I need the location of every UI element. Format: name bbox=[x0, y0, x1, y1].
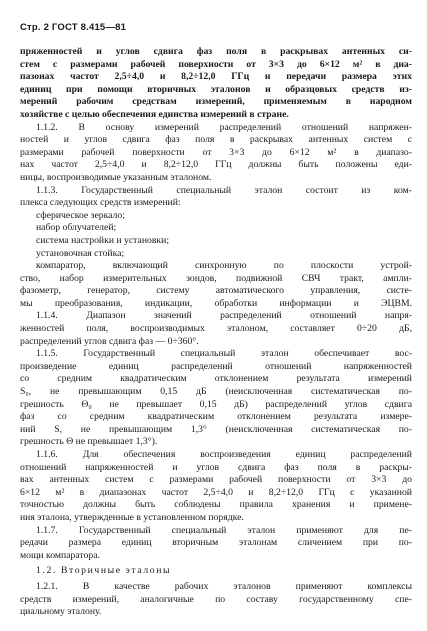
body-text bbox=[20, 46, 412, 619]
text-line: грешность Θ₀ не превышает 0,15 дБ) распределений углов сдвига bbox=[20, 398, 412, 410]
text-line: установочная стойка; bbox=[36, 247, 125, 259]
text-line: система настройки и установки; bbox=[36, 234, 170, 246]
text-line: 1.1.6. Для обеспечения воспроизведения единиц распределений bbox=[36, 449, 412, 460]
text-line: редачи размера единиц вторичным эталонам сличением при по- bbox=[20, 537, 412, 549]
text-line: мощи компаратора. bbox=[20, 549, 100, 561]
text-line: 1.2. Вторичные эталоны bbox=[36, 565, 172, 577]
text-line: фазометр, генератор, систему автоматического управления, систе- bbox=[20, 285, 412, 297]
text-line: 1.1.2. В основу измерений распределений отношений напряжен- bbox=[36, 121, 412, 133]
text-line: ния эталона, утвержденные в установленном порядке. bbox=[20, 511, 244, 523]
text-line: 1.1.4. Диапазон значений распределений отношений напря- bbox=[36, 310, 412, 322]
text-line: ницы, воспроизводимые указанным эталоном. bbox=[20, 171, 212, 183]
text-line: нах частот 2,5÷4,0 и 8,2÷12,0 ГГц должны быть положены еди- bbox=[20, 159, 412, 171]
text-line: стем с размерами рабочей поверхности от 3×3 до 6×12 м² в диа- bbox=[20, 58, 412, 70]
text-line: 1.1.3. Государственный специальный эталон состоит из ком- bbox=[36, 184, 412, 196]
text-line: набор облучателей; bbox=[36, 222, 117, 234]
text-line: плекса следующих средств измерений: bbox=[20, 197, 181, 209]
text-line: ностей и углов сдвига фаз поля в раскрывах антенных систем с bbox=[20, 134, 412, 146]
text-line: размерами рабочей поверхности от 3×3 до 6×12 м² в диапазо- bbox=[20, 146, 412, 158]
text-line: сферическое зеркало; bbox=[36, 209, 125, 221]
text-line: мерений рабочим средствам измерений, применяемым в народном bbox=[20, 96, 412, 108]
text-line: женностей поля, воспроизводимых эталоном, составляет 0÷20 дБ, bbox=[20, 323, 412, 335]
text-line: средств измерений, аналогичные по составу государственному спе- bbox=[20, 593, 412, 605]
text-line: фаз со средним квадратическим отклонением результата измере- bbox=[20, 411, 412, 423]
text-line: ний S, не превышающим 1,3° (неисключенная систематическая по- bbox=[20, 423, 412, 435]
text-line: пряженностей и углов сдвига фаз поля в раскрывах антенных си- bbox=[20, 46, 412, 57]
text-line: хозяйстве с целью обеспечения единства измерений в стране. bbox=[20, 108, 289, 120]
text-line: грешность Θ не превышает 1,3°). bbox=[20, 436, 158, 448]
text-line: единиц при помощи вторичных эталонов и образцовых средств из- bbox=[20, 83, 412, 95]
text-line: 6×12 м² в диапазонах частот 2,5÷4,0 и 8,2÷12,0 ГГц с указанной bbox=[20, 486, 412, 498]
text-line: 1.1.7. Государственный специальный эталон применяют для пе- bbox=[36, 524, 412, 536]
text-line: распределений углов сдвига фаз — 0÷360°. bbox=[20, 335, 199, 347]
text-line: пазонах частот 2,5÷4,0 и 8,2÷12,0 ГГц и передачи размера этих bbox=[20, 71, 412, 83]
text-line: 1.2.1. В качестве рабочих эталонов применяют комплексы bbox=[36, 580, 412, 592]
text-line: точностью должны быть соблюдены правила хранения и примене- bbox=[20, 499, 412, 511]
text-line: произведение единиц распределений отношений напряженностей bbox=[20, 360, 412, 372]
page-header: Стр. 2 ГОСТ 8.415—81 bbox=[20, 22, 127, 33]
text-line: 1.1.5. Государственный специальный эталон обеспечивает вос- bbox=[36, 348, 412, 360]
text-line: компаратор, включающий синхронную по плоскости устрой- bbox=[36, 260, 412, 272]
text-line: со средним квадратическим отклонением результата измерений bbox=[20, 373, 412, 385]
text-line: ство, набор измерительных зондов, подвижной СВЧ тракт, ампли- bbox=[20, 272, 412, 284]
text-line: отношений напряженностей и углов сдвига фаз поля в раскры- bbox=[20, 461, 412, 473]
text-line: вах антенных систем с размерами рабочей поверхности от 3×3 до bbox=[20, 474, 412, 486]
text-line: циальному эталону. bbox=[20, 606, 102, 618]
text-line: мы преобразования, индикации, обработки информации и ЭЦВМ. bbox=[20, 297, 412, 309]
text-line: S₀, не превышающим 0,15 дБ (неисключенная систематическая по- bbox=[20, 386, 412, 398]
